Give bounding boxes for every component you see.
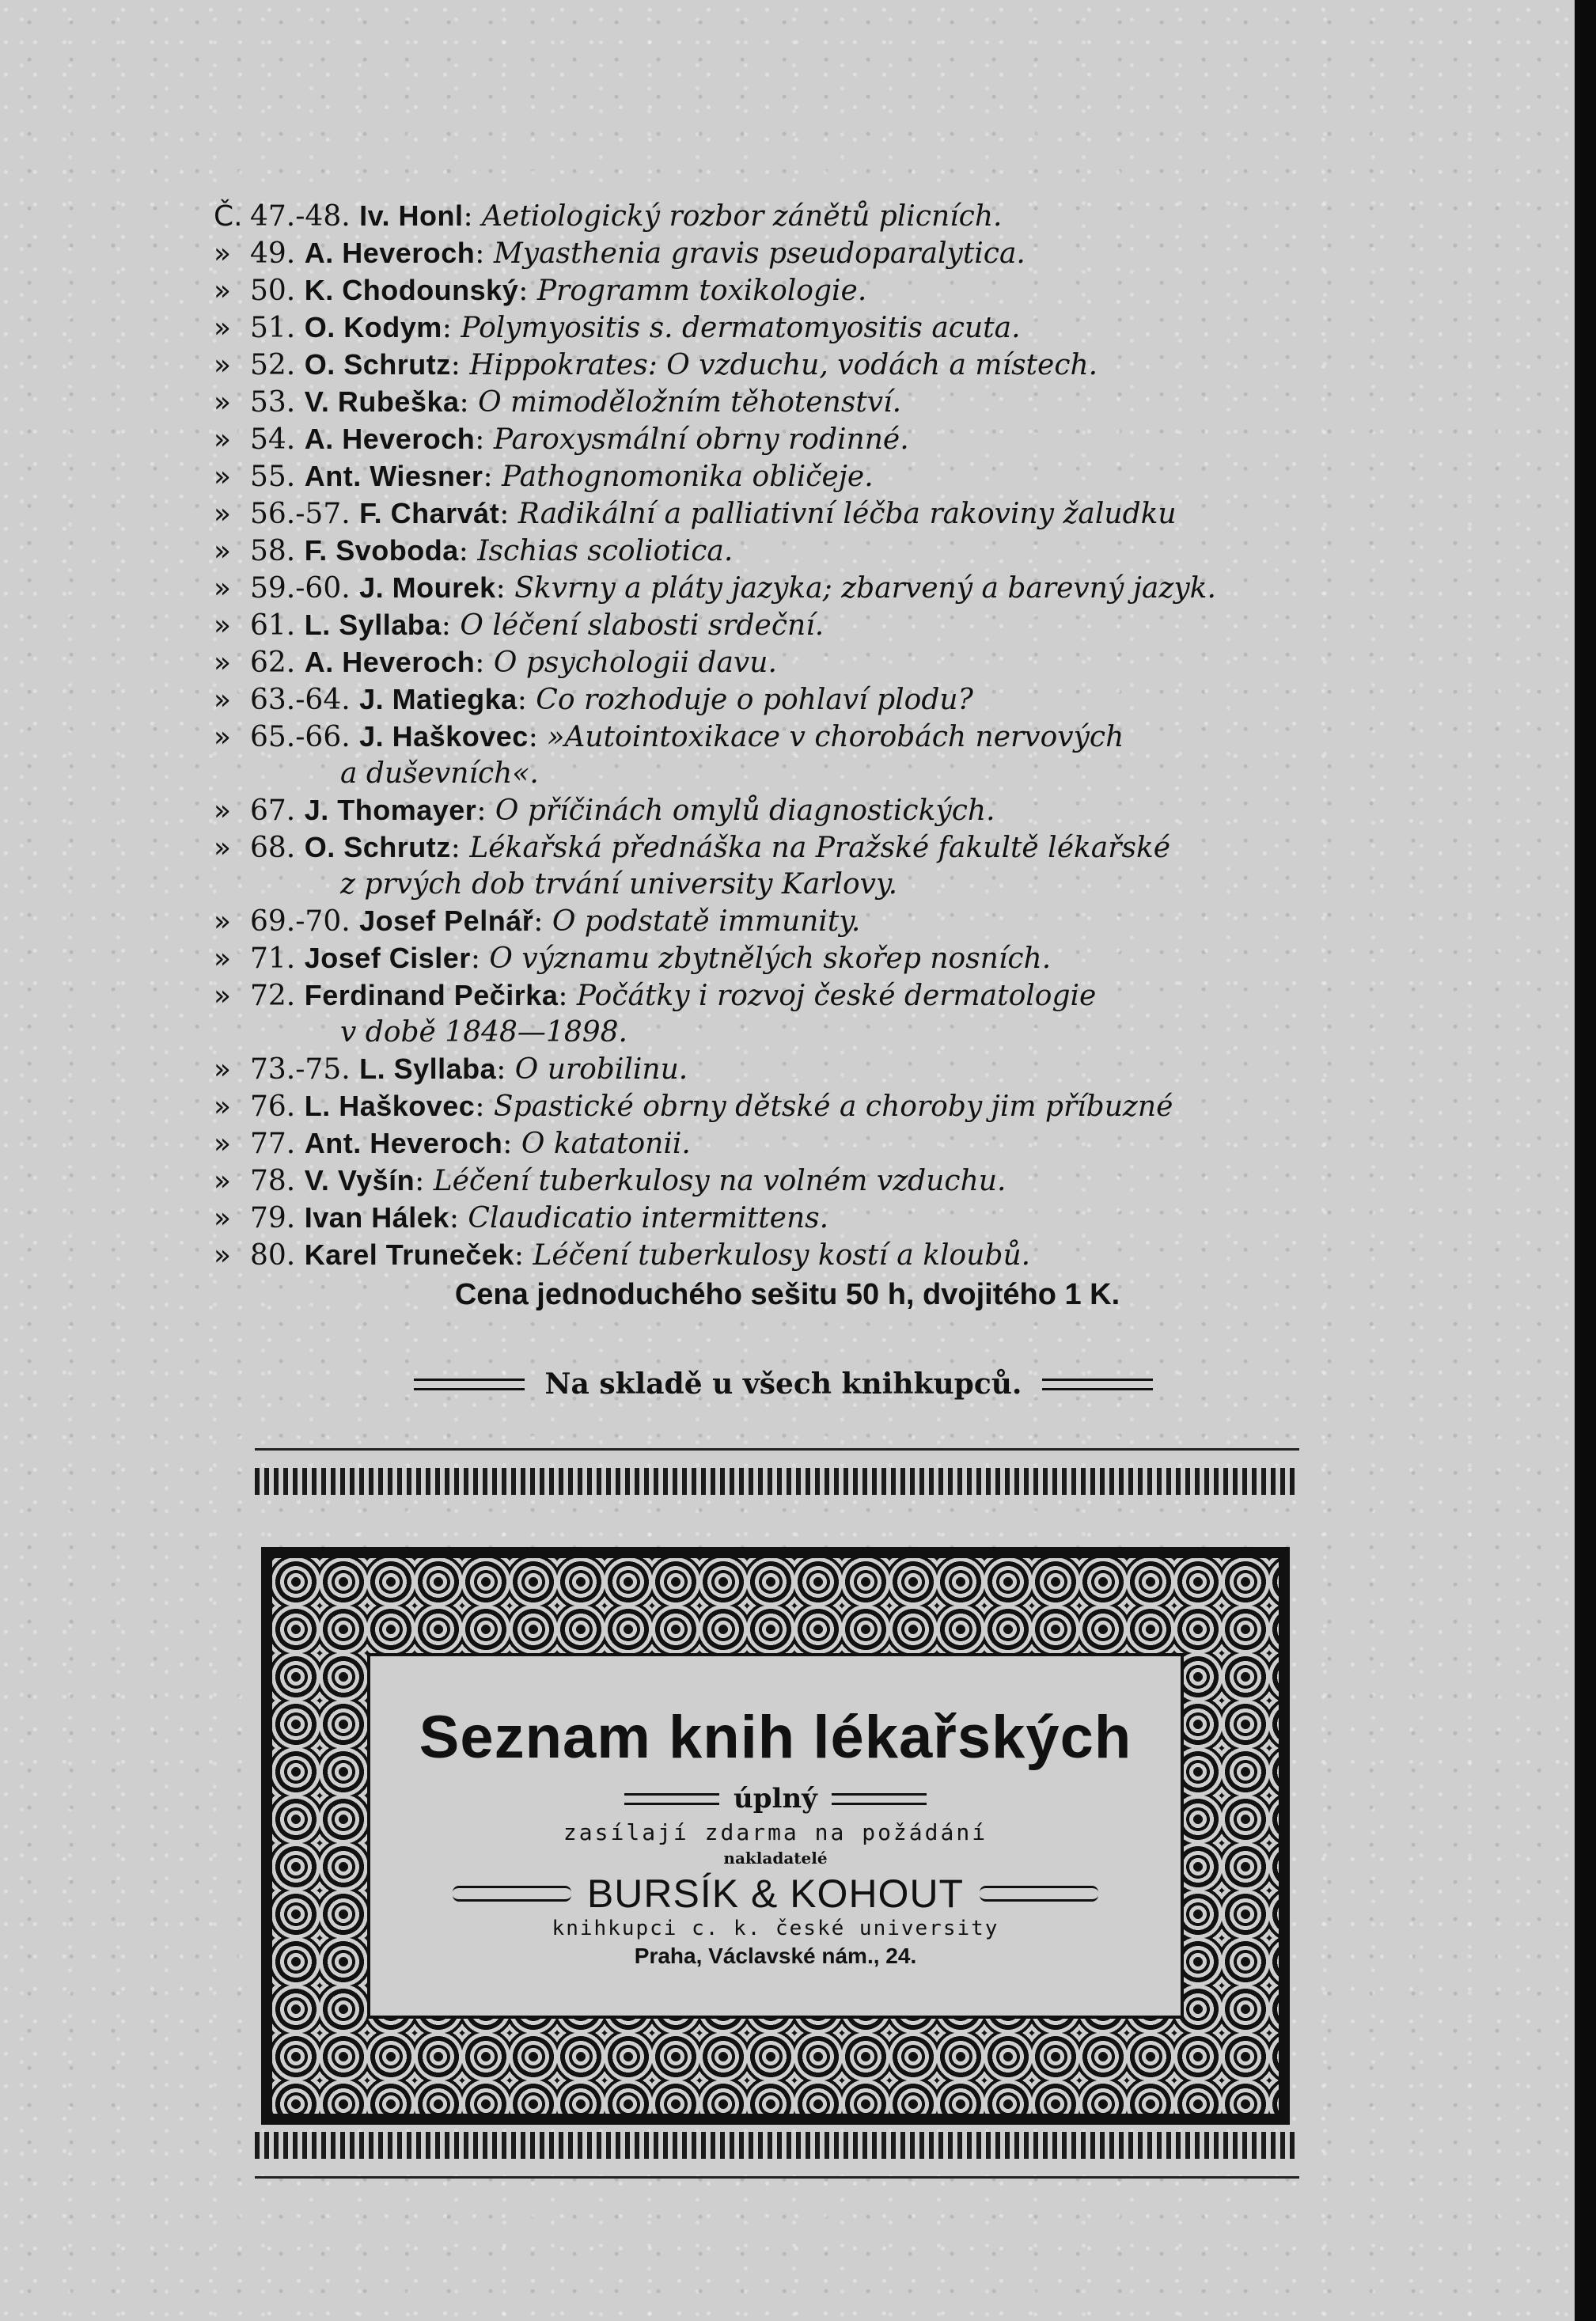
entry-author: Josef Cisler <box>304 942 471 974</box>
entry-author: L. Haškovec <box>304 1090 476 1122</box>
entry-number: 47.-48. <box>250 200 351 233</box>
list-item: » 53. V. Rubeška: O mimoděložním těhotenství. <box>214 384 1337 421</box>
entry-title: Myasthenia gravis pseudoparalytica. <box>493 237 1025 270</box>
list-item: » 61. L. Syllaba: O léčení slabosti srdeční. <box>214 607 1337 644</box>
advert-subheading <box>624 1783 927 1815</box>
entry-mark: » <box>214 609 232 642</box>
entry-author: O. Schrutz <box>304 831 451 863</box>
entry-title-continuation: z prvých dob trvání university Karlovy. <box>340 868 898 901</box>
entry-mark: » <box>214 980 232 1012</box>
list-item: » 54. A. Heveroch: Paroxysmální obrny rodinné. <box>214 421 1337 458</box>
list-item: » 78. V. Vyšín: Léčení tuberkulosy na volném vzduchu. <box>214 1162 1337 1200</box>
entry-title: Aetiologický rozbor zánětů plicních. <box>482 200 1003 233</box>
list-item: » 77. Ant. Heveroch: O katatonii. <box>214 1125 1337 1162</box>
entry-mark: » <box>214 1053 232 1086</box>
entry-number: 78. <box>250 1165 296 1197</box>
entry-number: 77. <box>250 1128 296 1160</box>
entry-number: 50. <box>250 275 296 307</box>
frieze-pattern <box>255 2132 1299 2159</box>
stock-text: Na skladě u všech knihkupců. <box>544 1367 1022 1401</box>
entry-number: 73.-75. <box>250 1053 351 1086</box>
entry-number: 71. <box>250 942 296 975</box>
list-item-continuation <box>214 1014 1337 1051</box>
list-item: » 51. O. Kodym: Polymyositis s. dermatomyositis acuta. <box>214 309 1337 347</box>
entry-mark: » <box>214 795 232 827</box>
frieze-pattern <box>255 1468 1299 1495</box>
advert-line-2: nakladatelé <box>723 1849 828 1868</box>
entry-title: Lékařská přednáška na Pražské fakultě lékařské <box>469 832 1171 864</box>
list-item: » 69.-70. Josef Pelnář: O podstatě immunity. <box>214 903 1337 940</box>
advert-heading: Seznam knih lékařských <box>419 1704 1132 1771</box>
entry-mark: » <box>214 684 232 716</box>
entry-title: Programm toxikologie. <box>536 275 867 307</box>
entry-author: A. Heveroch <box>304 423 476 455</box>
double-rule-left <box>414 1379 525 1390</box>
entry-title: »Autointoxikace v chorobách nervových <box>547 721 1124 753</box>
entry-mark: » <box>214 1202 232 1234</box>
advertisement-content <box>367 1653 1184 2019</box>
entry-author: K. Chodounský <box>304 274 519 306</box>
entry-number: 56.-57. <box>250 498 351 530</box>
entry-author: L. Syllaba <box>359 1052 497 1085</box>
entry-author: Iv. Honl <box>359 199 464 232</box>
entry-mark: » <box>214 1128 232 1160</box>
entry-title: O katatonii. <box>521 1128 691 1160</box>
advert-line-3: knihkupci c. k. české university <box>552 1917 999 1940</box>
entry-title: Polymyositis s. dermatomyositis acuta. <box>461 312 1021 344</box>
entry-author: V. Rubeška <box>304 385 460 418</box>
entry-title-continuation: a duševních«. <box>340 757 539 790</box>
ornamental-frieze-top <box>255 1448 1299 1498</box>
list-item-continuation <box>214 756 1337 792</box>
entry-author: J. Haškovec <box>359 720 529 753</box>
entry-title: Claudicatio intermittens. <box>468 1202 829 1234</box>
advert-line-1: zasílají zdarma na požádání <box>563 1819 988 1845</box>
entry-mark: » <box>214 905 232 938</box>
price-line: Cena jednoduchého sešitu 50 h, dvojitého 1 K. <box>454 1278 1120 1311</box>
entry-mark: » <box>214 498 232 530</box>
entry-number: 76. <box>250 1090 296 1123</box>
entry-author: Ant. Heveroch <box>304 1127 503 1159</box>
list-item: » 50. K. Chodounský: Programm toxikologie. <box>214 272 1337 309</box>
entry-number: 63.-64. <box>250 684 351 716</box>
entry-author: J. Thomayer <box>304 794 477 826</box>
advert-publisher: BURSÍK & KOHOUT <box>586 1872 965 1916</box>
entry-title: O významu zbytnělých skořep nosních. <box>489 942 1052 975</box>
entry-number: 61. <box>250 609 296 642</box>
entry-number: 54. <box>250 423 296 456</box>
entry-number: 55. <box>250 461 296 493</box>
entry-title: Paroxysmální obrny rodinné. <box>493 423 909 456</box>
entry-mark: » <box>214 535 232 567</box>
entry-title: Pathognomonika obličeje. <box>502 461 874 493</box>
double-rule-left <box>624 1793 719 1805</box>
entry-title: O urobilinu. <box>514 1053 688 1086</box>
entry-author: A. Heveroch <box>304 646 476 678</box>
entry-number: 65.-66. <box>250 721 351 753</box>
double-rule-right <box>1042 1379 1153 1390</box>
entry-mark: » <box>214 275 232 307</box>
list-item: » 58. F. Svoboda: Ischias scoliotica. <box>214 533 1337 570</box>
entry-author: J. Matiegka <box>359 683 517 715</box>
entry-title: Léčení tuberkulosy na volném vzduchu. <box>433 1165 1007 1197</box>
entry-number: 53. <box>250 386 296 419</box>
entry-author: Karel Truneček <box>304 1238 514 1271</box>
entry-mark: Č. <box>214 200 243 233</box>
list-item: » 80. Karel Truneček: Léčení tuberkulosy kostí a kloubů. <box>214 1237 1337 1274</box>
entry-author: F. Svoboda <box>304 534 459 567</box>
entry-mark: » <box>214 1239 232 1272</box>
entry-number: 58. <box>250 535 296 567</box>
entry-title: Skvrny a pláty jazyka; zbarvený a barevný jazyk. <box>514 572 1216 605</box>
list-item: » 62. A. Heveroch: O psychologii davu. <box>214 644 1337 681</box>
entry-title: Co rozhoduje o pohlaví plodu? <box>536 684 973 716</box>
list-item: » 76. L. Haškovec: Spastické obrny dětské a choroby jim příbuzné <box>214 1088 1337 1125</box>
entry-number: 59.-60. <box>250 572 351 605</box>
entry-title: Léčení tuberkulosy kostí a kloubů. <box>533 1239 1031 1272</box>
catalog-list <box>214 198 1337 1274</box>
entry-title: O psychologii davu. <box>493 647 777 679</box>
list-item: » 71. Josef Cisler: O významu zbytnělých skořep nosních. <box>214 940 1337 977</box>
entry-author: L. Syllaba <box>304 609 442 641</box>
entry-title: O příčinách omylů diagnostických. <box>495 795 995 827</box>
entry-author: Josef Pelnář <box>359 905 534 937</box>
entry-title-continuation: v době 1848—1898. <box>340 1016 627 1049</box>
entry-number: 52. <box>250 349 296 381</box>
entry-author: V. Vyšín <box>304 1164 415 1197</box>
list-item: Č. 47.-48. Iv. Honl: Aetiologický rozbor zánětů plicních. <box>214 198 1337 235</box>
entry-mark: » <box>214 942 232 975</box>
entry-mark: » <box>214 312 232 344</box>
entry-author: Ant. Wiesner <box>304 460 483 492</box>
entry-number: 68. <box>250 832 296 864</box>
entry-author: A. Heveroch <box>304 237 476 269</box>
entry-mark: » <box>214 237 232 270</box>
entry-number: 67. <box>250 795 296 827</box>
entry-mark: » <box>214 832 232 864</box>
list-item: » 52. O. Schrutz: Hippokrates: O vzduchu, vodách a místech. <box>214 347 1337 384</box>
entry-author: O. Kodym <box>304 311 442 343</box>
list-item: » 55. Ant. Wiesner: Pathognomonika obličeje. <box>214 458 1337 495</box>
entry-number: 62. <box>250 647 296 679</box>
double-rule-right <box>832 1793 927 1805</box>
entry-title: Radikální a palliativní léčba rakoviny žaludku <box>517 498 1177 530</box>
list-item: » 73.-75. L. Syllaba: O urobilinu. <box>214 1051 1337 1088</box>
entry-author: Ivan Hálek <box>304 1201 449 1234</box>
entry-number: 69.-70. <box>250 905 351 938</box>
list-item: » 72. Ferdinand Pečirka: Počátky i rozvoj české dermatologie <box>214 977 1337 1014</box>
entry-title: O léčení slabosti srdeční. <box>460 609 825 642</box>
flourish-left-icon <box>453 1886 571 1902</box>
entry-title: Spastické obrny dětské a choroby jim příbuzné <box>493 1090 1173 1123</box>
entry-author: Ferdinand Pečirka <box>304 979 559 1011</box>
flourish-right-icon <box>980 1886 1098 1902</box>
entry-title: Ischias scoliotica. <box>477 535 734 567</box>
entry-mark: » <box>214 647 232 679</box>
entry-mark: » <box>214 1165 232 1197</box>
entry-mark: » <box>214 1090 232 1123</box>
entry-title: Počátky i rozvoj české dermatologie <box>576 980 1097 1012</box>
entry-title: O mimoděložním těhotenství. <box>478 386 902 419</box>
ornamental-border <box>272 1558 1279 2114</box>
entry-title: O podstatě immunity. <box>552 905 861 938</box>
entry-author: J. Mourek <box>359 571 496 604</box>
stock-notice <box>340 1367 1226 1401</box>
advert-publisher-row <box>453 1871 1098 1917</box>
entry-mark: » <box>214 349 232 381</box>
list-item: » 79. Ivan Hálek: Claudicatio intermittens. <box>214 1200 1337 1237</box>
entry-author: O. Schrutz <box>304 348 451 381</box>
advert-address: Praha, Václavské nám., 24. <box>634 1944 917 1968</box>
advert-subheading-text: úplný <box>734 1783 817 1815</box>
entry-number: 72. <box>250 980 296 1012</box>
list-item: » 68. O. Schrutz: Lékařská přednáška na Pražské fakultě lékařské <box>214 829 1337 867</box>
list-item: » 56.-57. F. Charvát: Radikální a palliativní léčba rakoviny žaludku <box>214 495 1337 533</box>
ornamental-frieze-bottom <box>255 2129 1299 2179</box>
entry-number: 49. <box>250 237 296 270</box>
list-item: » 59.-60. J. Mourek: Skvrny a pláty jazyka; zbarvený a barevný jazyk. <box>214 570 1337 607</box>
entry-mark: » <box>214 572 232 605</box>
list-item: » 65.-66. J. Haškovec: »Autointoxikace v chorobách nervových <box>214 719 1337 756</box>
entry-number: 80. <box>250 1239 296 1272</box>
entry-title: Hippokrates: O vzduchu, vodách a místech. <box>469 349 1098 381</box>
entry-mark: » <box>214 386 232 419</box>
entry-mark: » <box>214 461 232 493</box>
list-item: » 49. A. Heveroch: Myasthenia gravis pseudoparalytica. <box>214 235 1337 272</box>
entry-mark: » <box>214 423 232 456</box>
list-item: » 63.-64. J. Matiegka: Co rozhoduje o pohlaví plodu? <box>214 681 1337 719</box>
entry-number: 79. <box>250 1202 296 1234</box>
entry-mark: » <box>214 721 232 753</box>
entry-number: 51. <box>250 312 296 344</box>
list-item: » 67. J. Thomayer: O příčinách omylů diagnostických. <box>214 792 1337 829</box>
entry-author: F. Charvát <box>359 497 500 529</box>
list-item-continuation <box>214 867 1337 903</box>
advertisement-box <box>261 1547 1290 2125</box>
